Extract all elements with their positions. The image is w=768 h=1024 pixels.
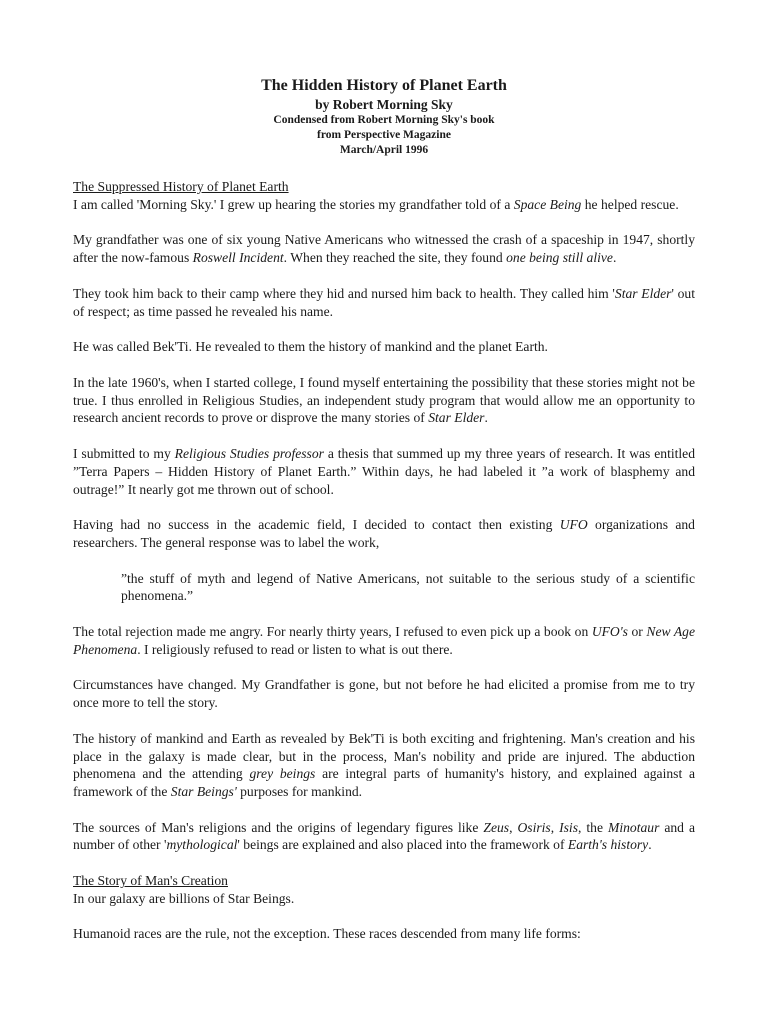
paragraph: My grandfather was one of six young Native Americans who witnessed the crash of a spaceship in 1947, shortly after the now-famous Roswell Incident. When they reached the site, they found one being still alive. <box>73 232 695 266</box>
paragraph: Having had no success in the academic field, I decided to contact then existing UFO organizations and researchers. The general response was to label the work, <box>73 517 695 550</box>
paragraph: I am called 'Morning Sky.' I grew up hearing the stories my grandfather told of a Space Being he helped rescue. <box>73 196 679 212</box>
paragraph: Circumstances have changed. My Grandfather is gone, but not before he had elicited a promise from me to try once more to tell the story. <box>73 677 695 711</box>
paragraph: In the late 1960's, when I started college, I found myself entertaining the possibility that these stories might not be true. I thus enrolled in Religious Studies, an independent study program that would allow me an opportunity to research ancient records to prove or disprove the many stories of Star Elder. <box>73 374 695 426</box>
paragraph: I submitted to my Religious Studies professor a thesis that summed up my three years of research. It was entitled ”Terra Papers – Hidden History of Planet Earth.” Within days, he had labeled it ”a work of blasphemy and outrage!” It nearly got me thrown out of school. <box>73 445 696 497</box>
publication-line: from Perspective Magazine <box>317 129 451 141</box>
document-title: The Hidden History of Planet Earth <box>261 77 507 94</box>
section-heading-mans-creation: The Story of Man's Creation <box>73 873 228 889</box>
paragraph: They took him back to their camp where they hid and nursed him back to health. They called him 'Star Elder' out of respect; as time passed he revealed his name. <box>73 285 695 319</box>
paragraph: The total rejection made me angry. For nearly thirty years, I refused to even pick up a book on UFO's or New Age Phenomena. I religiously refused to read or listen to what is out there. <box>73 623 695 657</box>
paragraph: Humanoid races are the rule, not the exception. These races descended from many life forms: <box>73 926 581 942</box>
source-line: Condensed from Robert Morning Sky's book <box>273 114 495 126</box>
document-body <box>73 178 695 943</box>
author-byline: by Robert Morning Sky <box>315 97 453 112</box>
paragraph: He was called Bek'Ti. He revealed to them the history of mankind and the planet Earth. <box>73 339 548 355</box>
section-heading-suppressed-history: The Suppressed History of Planet Earth <box>73 179 289 194</box>
paragraph: The sources of Man's religions and the origins of legendary figures like Zeus, Osiris, Isis, the Minotaur and a number of other 'mythological' beings are explained and also placed into the framework of Earth's history. <box>73 819 696 853</box>
issue-date: March/April 1996 <box>339 144 429 156</box>
paragraph: The history of mankind and Earth as revealed by Bek'Ti is both exciting and frightening. Man's creation and his place in the galaxy is made clear, but in the process, Man's nobility and pride are injured. The abduction phenomena and the attending grey beings are integral parts of humanity's history, and explained against a framework of the Star Beings' purposes for mankind. <box>73 730 695 800</box>
document-header <box>73 76 695 158</box>
paragraph: In our galaxy are billions of Star Beings. <box>73 890 295 906</box>
block-quote: ”the stuff of myth and legend of Native Americans, not suitable to the serious study of a scientific phenomena.” <box>121 570 695 604</box>
